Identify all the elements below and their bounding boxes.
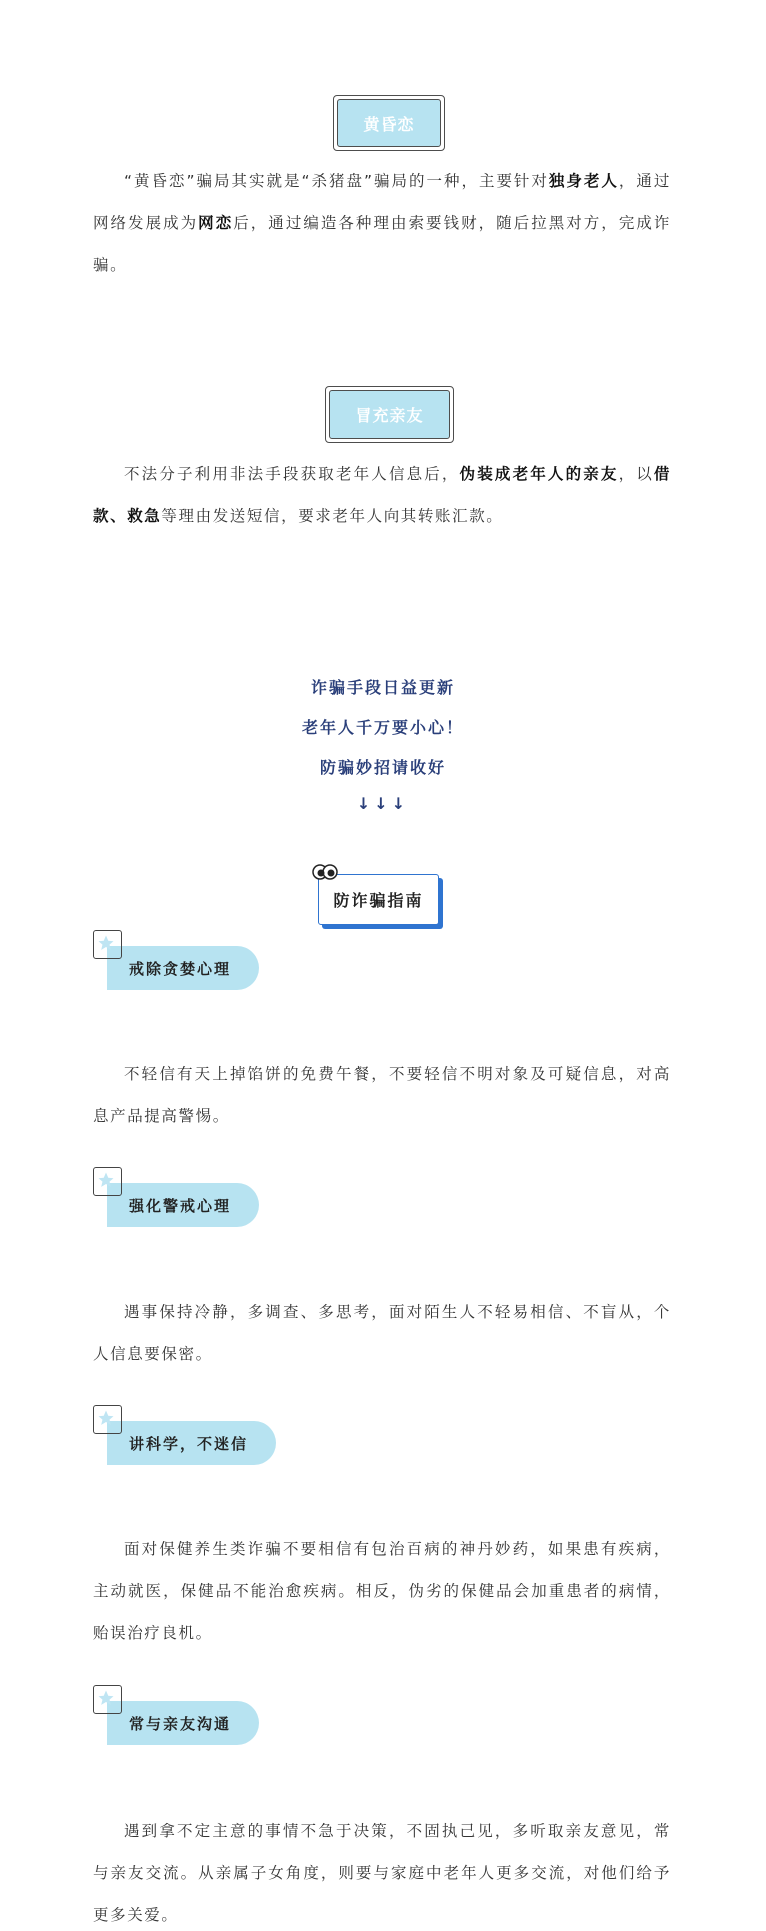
tip-header-2 xyxy=(93,1167,293,1231)
tip-paragraph-2 xyxy=(93,1291,671,1375)
tip-title-2: 强化警戒心理 xyxy=(107,1183,259,1227)
tip-paragraph-4 xyxy=(93,1810,671,1931)
tip-title-4: 常与亲友沟通 xyxy=(107,1701,259,1745)
para-bold-seg: 独身老人 xyxy=(548,172,619,190)
section-title-2: 冒充亲友 xyxy=(329,390,450,439)
section-paragraph-1 xyxy=(93,160,671,286)
tip-paragraph-1 xyxy=(93,1053,671,1137)
section-paragraph-2 xyxy=(93,453,671,537)
para-seg: 遇事保持冷静，多调查、多思考，面对陌生人不轻易相信、不盲从，个人信息要保密。 xyxy=(93,1303,671,1363)
star-icon xyxy=(97,1171,115,1189)
tip-header-3 xyxy=(93,1405,293,1469)
para-seg: 不法分子利用非法手段获取老年人信息后， xyxy=(124,465,460,483)
tip-header-1 xyxy=(93,930,293,994)
para-bold-seg: 借款、救急 xyxy=(93,465,671,525)
tip-paragraph-3 xyxy=(93,1528,671,1654)
slogan-line-1: 诈骗手段日益更新 xyxy=(310,678,455,697)
para-bold-seg: 网恋 xyxy=(198,214,234,232)
tip-title-1: 戒除贪婪心理 xyxy=(107,946,259,990)
tip-header-4 xyxy=(93,1685,293,1749)
para-bold-seg: 伪装成老年人的亲友 xyxy=(459,465,619,483)
slogan-line-2: 老年人千万要小心！ xyxy=(301,718,464,737)
section-title-1: 黄昏恋 xyxy=(337,99,441,147)
tip-title-3: 讲科学，不迷信 xyxy=(107,1421,276,1465)
eyes-icon xyxy=(312,864,338,880)
para-seg: ，通过网络发展成为 xyxy=(93,172,671,232)
para-seg: ，以 xyxy=(618,465,654,483)
section-title-box-1 xyxy=(333,95,445,151)
para-seg: 不轻信有天上掉馅饼的免费午餐，不要轻信不明对象及可疑信息，对高息产品提高警惕。 xyxy=(93,1065,671,1125)
para-seg: 面对保健养生类诈骗不要相信有包治百病的神丹妙药，如果患有疾病，主动就医，保健品不能治愈疾病。相反，伪劣的保健品会加重患者的病情，贻误治疗良机。 xyxy=(93,1540,671,1642)
star-icon xyxy=(97,1409,115,1427)
para-seg: 遇到拿不定主意的事情不急于决策，不固执己见，多听取亲友意见，常与亲友交流。从亲属子女角度，则要与家庭中老年人更多交流，对他们给予更多关爱。 xyxy=(93,1822,671,1924)
slogan-arrows: ↓↓↓ xyxy=(356,794,410,813)
section-title-box-2 xyxy=(325,386,454,443)
para-seg: 等理由发送短信，要求老年人向其转账汇款。 xyxy=(161,507,504,525)
para-seg: “黄昏恋”骗局其实就是“杀猪盘”骗局的一种，主要针对 xyxy=(124,172,549,190)
star-icon xyxy=(97,1689,115,1707)
slogan-line-3: 防骗妙招请收好 xyxy=(319,758,446,777)
guide-header xyxy=(318,868,448,934)
star-icon xyxy=(97,934,115,952)
guide-title: 防诈骗指南 xyxy=(318,874,439,925)
para-seg: 后，通过编造各种理由索要钱财，随后拉黑对方，完成诈骗。 xyxy=(93,214,671,274)
